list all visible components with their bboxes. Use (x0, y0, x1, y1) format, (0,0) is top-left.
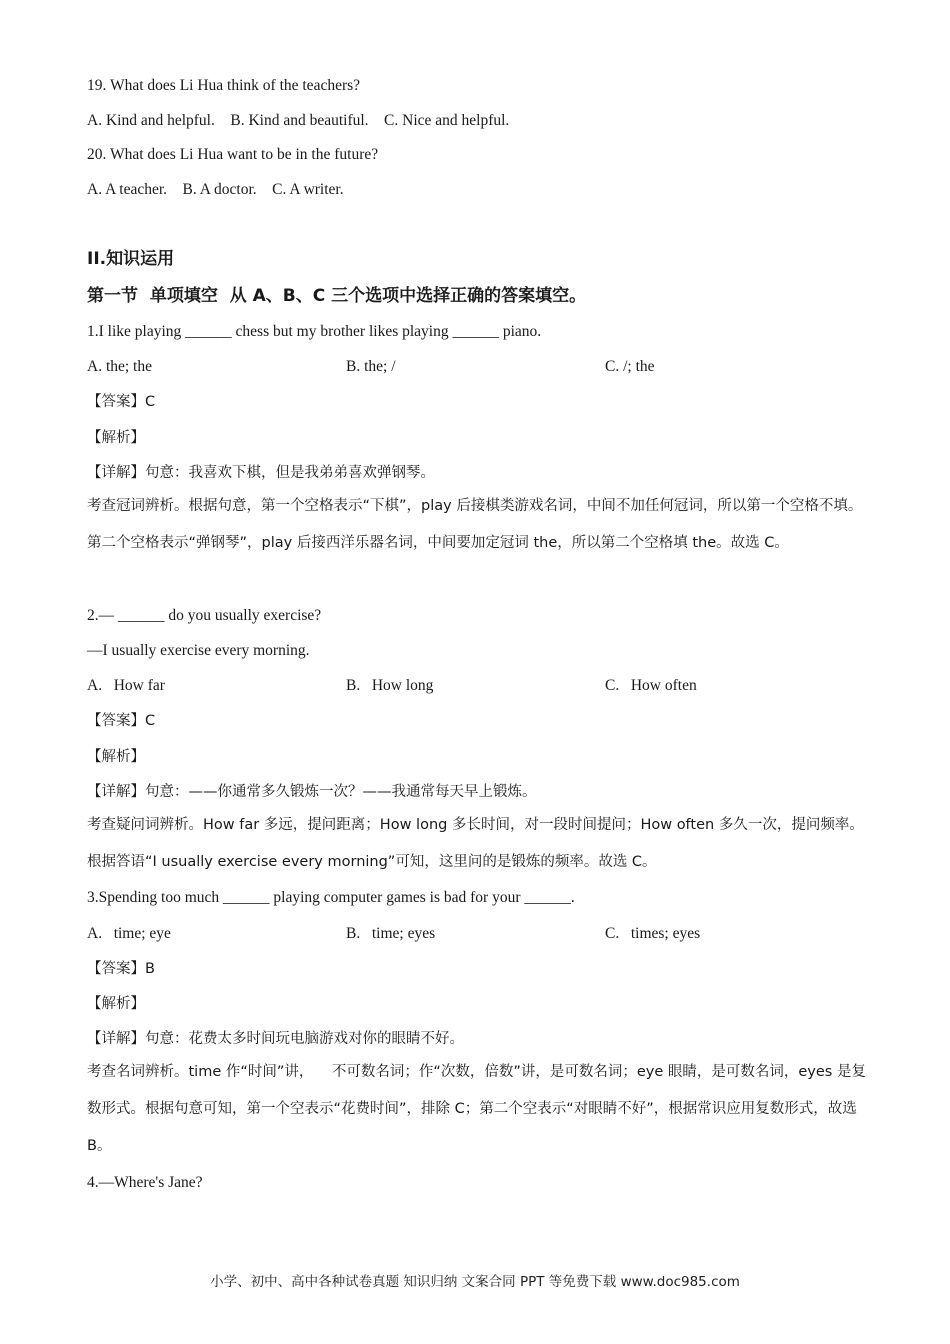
question-3-stem: 3.Spending too much ______ playing computer games is bad for your ______. (87, 889, 575, 906)
page-footer: 小学、初中、高中各种试卷真题 知识归纳 文案合同 PPT 等免费下载 www.doc985.com (210, 1274, 740, 1290)
question-1-analysis-label: 【解析】 (87, 430, 145, 446)
question-20: 20. What does Li Hua want to be in the future? (87, 146, 379, 163)
question-3-analysis-label: 【解析】 (87, 996, 145, 1012)
question-2-stem-answer-line: —I usually exercise every morning. (87, 642, 310, 659)
question-2-explanation: 考查疑问词辨析。How far 多远，提问距离；How long 多长时间，对一段时间提问；How often 多久一次，提问频率。根据答语“I usually exercise every morning”可知，这里问的是锻炼的频率。故选 C。 (87, 817, 864, 870)
question-3-answer: 【答案】B (87, 961, 155, 977)
question-20-options: A. A teacher. B. A doctor. C. A writer. (87, 181, 344, 198)
question-19-options: A. Kind and helpful. B. Kind and beautiful. C. Nice and helpful. (87, 112, 510, 129)
question-1-answer: 【答案】C (87, 394, 156, 410)
question-2-option-b: B. How long (346, 677, 434, 694)
question-2-answer: 【答案】C (87, 713, 156, 729)
question-3-explanation: 考查名词辨析。time 作“时间”讲， 不可数名词；作“次数，倍数”讲，是可数名词；eye 眼睛，是可数名词，eyes 是复数形式。根据句意可知，第一个空表示“花费时间”，排除 C；第二个空表示“对眼睛不好”，根据常识应用复数形式，故选 B。 (87, 1064, 866, 1154)
question-3-option-a: A. time; eye (87, 925, 171, 942)
question-2-detail: 【详解】句意：——你通常多久锻炼一次？——我通常每天早上锻炼。 (87, 784, 537, 800)
section-subtitle: 第一节 单项填空 从 A、B、C 三个选项中选择正确的答案填空。 (87, 286, 587, 306)
question-1-option-b: B. the; / (346, 358, 396, 375)
question-1-option-c: C. /; the (605, 358, 655, 375)
question-1-detail: 【详解】句意：我喜欢下棋，但是我弟弟喜欢弹钢琴。 (87, 465, 435, 481)
question-3-detail: 【详解】句意：花费太多时间玩电脑游戏对你的眼睛不好。 (87, 1031, 464, 1047)
question-19: 19. What does Li Hua think of the teachers? (87, 77, 361, 94)
question-4-stem: 4.—Where's Jane? (87, 1174, 203, 1191)
question-3-option-b: B. time; eyes (346, 925, 436, 942)
section-title: II.知识运用 (87, 249, 175, 269)
question-1-stem: 1.I like playing ______ chess but my brother likes playing ______ piano. (87, 323, 542, 340)
question-1-explanation: 考查冠词辨析。根据句意，第一个空格表示“下棋”，play 后接棋类游戏名词，中间不加任何冠词，所以第一个空格不填。第二个空格表示“弹钢琴”，play 后接西洋乐器名词，中间要加定冠词 the，所以第二个空格填 the。故选 C。 (87, 498, 863, 551)
question-3-option-c: C. times; eyes (605, 925, 701, 942)
question-1-option-a: A. the; the (87, 358, 152, 375)
question-2-option-a: A. How far (87, 677, 165, 694)
question-2-option-c: C. How often (605, 677, 697, 694)
question-2-stem: 2.— ______ do you usually exercise? (87, 607, 322, 624)
question-2-analysis-label: 【解析】 (87, 749, 145, 765)
